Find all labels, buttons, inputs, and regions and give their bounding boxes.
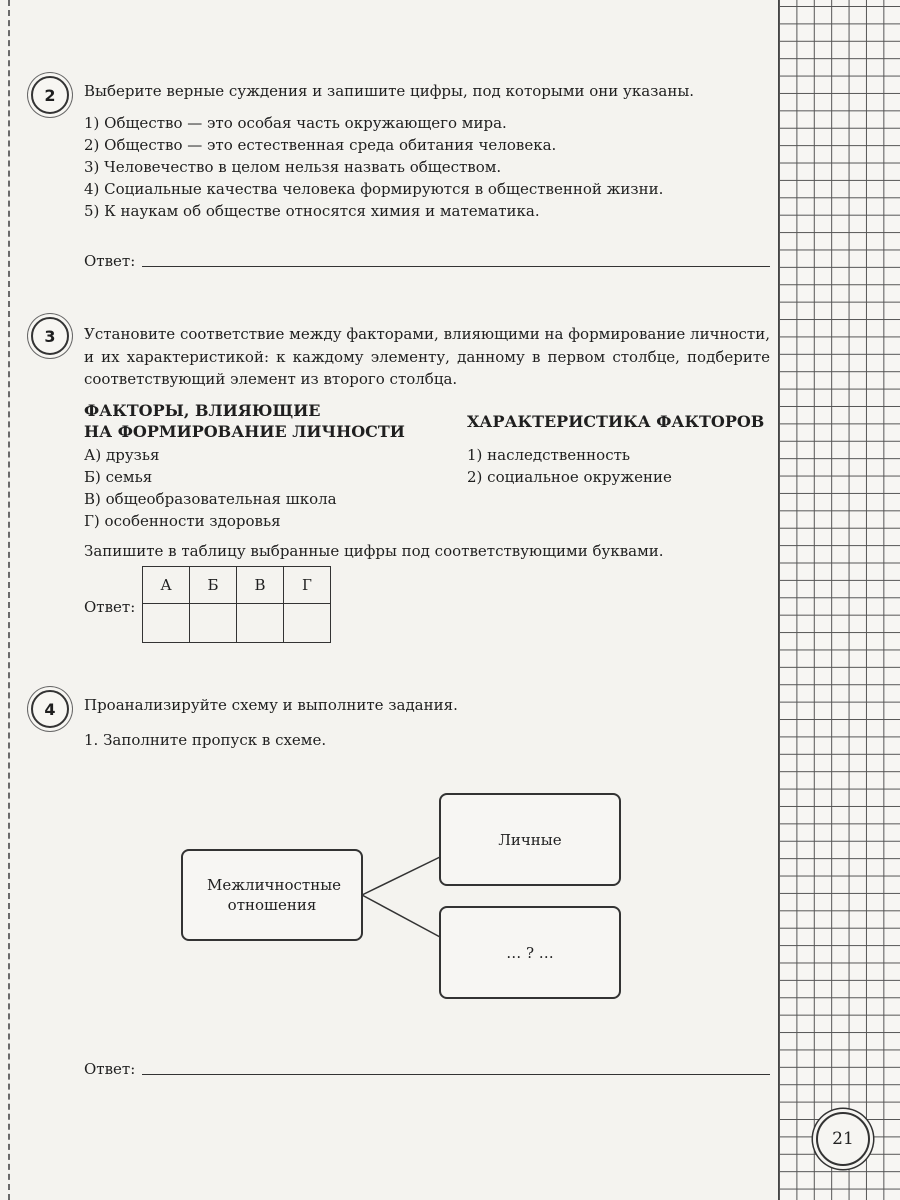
q3-answer-label: Ответ: bbox=[84, 598, 136, 616]
table-header-v: В bbox=[237, 567, 284, 604]
q2-option-2: 2) Общество — это естественная среда обитания человека. bbox=[84, 136, 557, 154]
diagram-top-label: Личные bbox=[498, 830, 562, 849]
q3-right-item-1: 1) наследственность bbox=[467, 446, 631, 464]
q3-left-heading-1: ФАКТОРЫ, ВЛИЯЮЩИЕ bbox=[84, 401, 321, 420]
connector-bottom bbox=[362, 895, 440, 937]
q3-left-heading-2: НА ФОРМИРОВАНИЕ ЛИЧНОСТИ bbox=[84, 422, 405, 441]
q3-left-item-g: Г) особенности здоровья bbox=[84, 512, 281, 530]
q2-option-3: 3) Человечество в целом нельзя назвать обществом. bbox=[84, 158, 502, 176]
question-3-number: 3 bbox=[31, 317, 69, 355]
q3-table-instruction: Запишите в таблицу выбранные цифры под соответствующими буквами. bbox=[84, 542, 664, 560]
question-4-prompt: Проанализируйте схему и выполните задания. bbox=[84, 696, 458, 714]
q2-option-5: 5) К наукам об обществе относятся химия и математика. bbox=[84, 202, 540, 220]
diagram-root-label: Межличностные отношения bbox=[207, 876, 342, 914]
q3-right-heading: ХАРАКТЕРИСТИКА ФАКТОРОВ bbox=[467, 412, 765, 431]
table-header-a: А bbox=[143, 567, 190, 604]
question-2-prompt: Выберите верные суждения и запишите цифры, под которыми они указаны. bbox=[84, 82, 695, 100]
q2-option-1: 1) Общество — это особая часть окружающего мира. bbox=[84, 114, 507, 132]
page-number: 21 bbox=[816, 1112, 870, 1166]
table-header-g: Г bbox=[284, 567, 331, 604]
connector-top bbox=[362, 857, 440, 895]
q3-left-item-a: А) друзья bbox=[84, 446, 160, 464]
q3-right-item-2: 2) социальное окружение bbox=[467, 468, 672, 486]
diagram-missing-label: … ? … bbox=[506, 943, 554, 962]
q4-answer-label: Ответ: bbox=[84, 1060, 136, 1078]
q2-answer-label: Ответ: bbox=[84, 252, 136, 270]
q3-left-item-b: Б) семья bbox=[84, 468, 153, 486]
diagram-missing-box[interactable] bbox=[439, 906, 621, 999]
question-3-prompt: Установите соответствие между факторами, влияющими на формирование личности, и их характеристикой: к каждому элементу, данному в первом столбце, подберите соответствующий элемент из второго столбца. bbox=[84, 325, 770, 388]
diagram-top-box bbox=[439, 793, 621, 886]
question-4-number: 4 bbox=[31, 690, 69, 728]
q2-option-4: 4) Социальные качества человека формируются в общественной жизни. bbox=[84, 180, 664, 198]
q4-subtask: 1. Заполните пропуск в схеме. bbox=[84, 731, 327, 749]
q4-answer-line[interactable] bbox=[142, 1074, 770, 1075]
q3-left-item-v: В) общеобразовательная школа bbox=[84, 490, 337, 508]
table-header-b: Б bbox=[190, 567, 237, 604]
diagram-root-box bbox=[181, 849, 363, 941]
question-2-number: 2 bbox=[31, 76, 69, 114]
